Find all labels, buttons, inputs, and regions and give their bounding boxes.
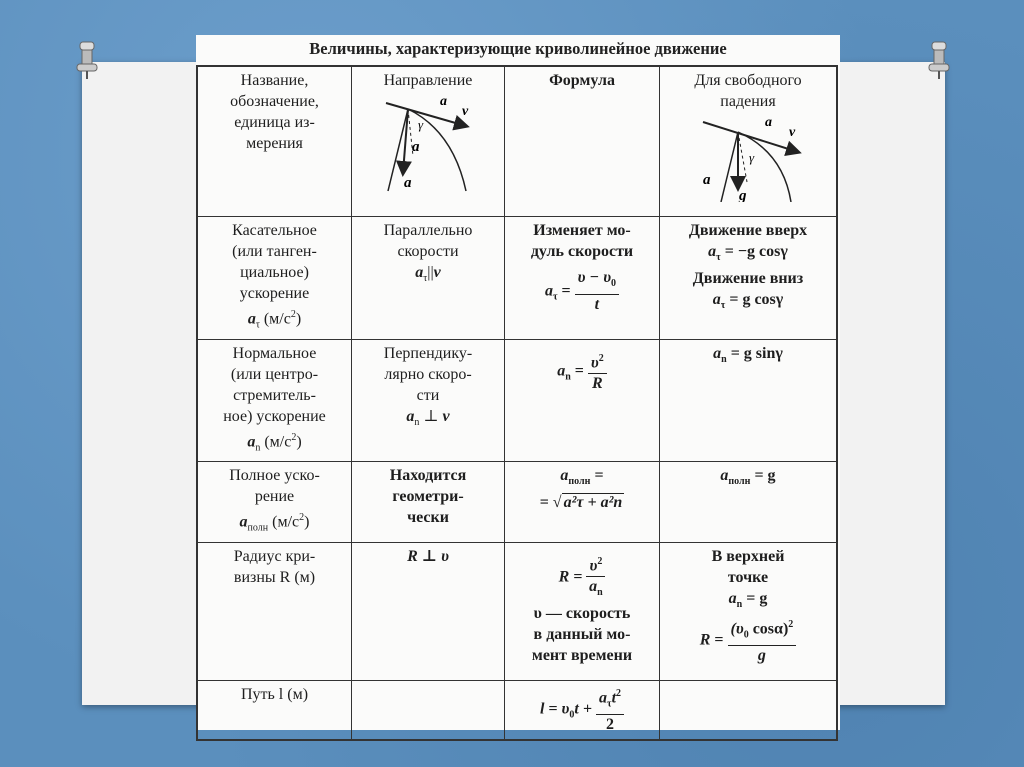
direction-formula: $a_\tau||v$	[415, 263, 441, 284]
formula: $l = \upsilon_0t$ + $\frac{a_\tau t^2}{2}$	[508, 684, 656, 736]
cell-text: ное) ускорение	[223, 407, 326, 425]
cell-text: Радиус кри-	[233, 547, 316, 565]
cell-text: циальное)	[240, 263, 309, 281]
symbol-unit: $a_n$ $(м/с^2)$	[247, 431, 302, 454]
header-text: Формула	[549, 72, 615, 89]
formula: R = $\frac{(\upsilon_0 \cos\alpha)^2}{g}$	[663, 615, 833, 667]
pushpin-icon	[926, 40, 952, 80]
formula: $a_n = g$ sinγ	[713, 344, 783, 365]
direction-diagram	[368, 91, 488, 201]
cell-text: Находится	[389, 467, 467, 485]
table-title: Величины, характеризующие криволинейное движение	[309, 39, 727, 58]
free-fall-diagram	[683, 112, 813, 202]
svg-text:a: a	[765, 115, 772, 130]
symbol-unit: $a_\tau$ $(м/с^2)$	[247, 308, 302, 331]
cell-text: дуль скорости	[530, 242, 634, 260]
symbol-unit: $a_{полн}$ $(м/с^2)$	[239, 512, 310, 534]
scanned-table-image	[196, 35, 840, 734]
formula: $a_\tau = -g$ cosγ	[708, 242, 788, 263]
pushpin-icon	[74, 40, 100, 80]
cell-text: Движение вверх	[688, 221, 808, 239]
formula: R = $\frac{\upsilon^2}{a_n}$	[508, 552, 656, 604]
svg-text:a: a	[703, 172, 711, 188]
cell-text: мент времени	[531, 647, 633, 665]
cell-text: υ — скорость	[533, 605, 631, 623]
table-row	[197, 339, 837, 462]
formula: $a_\tau = g$ cosγ	[712, 290, 784, 311]
header-text: обозначение,	[230, 93, 319, 110]
cell-text: Путь l (м)	[240, 685, 309, 703]
header-text: падения	[720, 93, 776, 110]
cell-text: рение	[254, 488, 295, 506]
cell-text: ускорение	[239, 284, 310, 302]
cell-text: точке	[727, 568, 769, 586]
cell-text: стремитель-	[233, 386, 316, 404]
svg-text:v: v	[462, 104, 469, 119]
cell-text: Движение вниз	[692, 269, 804, 287]
formula: = √ a²τ + a²n	[539, 494, 623, 512]
cell-text: Полное уско-	[229, 467, 320, 485]
formula: $a_n$ = $\frac{\upsilon^2}{R}$	[508, 349, 656, 394]
svg-text:g: g	[739, 188, 747, 202]
table-row	[197, 542, 837, 680]
svg-text:γ: γ	[418, 117, 424, 132]
cell-text: В верхней	[711, 547, 785, 565]
direction-formula: R ⊥ υ	[407, 547, 449, 565]
cell-text: Изменяет мо-	[533, 221, 631, 239]
cell-text: чески	[407, 509, 449, 527]
table-row	[197, 462, 837, 543]
svg-text:γ: γ	[749, 150, 755, 165]
direction-formula: $a_n$ ⊥ v	[406, 407, 450, 428]
table-row	[197, 680, 837, 740]
cell-text: Параллельно	[383, 221, 473, 239]
header-text: Для свободного	[694, 72, 802, 89]
cell-text: в данный мо-	[533, 626, 631, 644]
cell-text: Перпендику-	[383, 344, 473, 362]
table-header-row	[197, 66, 837, 216]
cell-text: визны R (м)	[233, 568, 316, 586]
cell-text: Нормальное	[232, 344, 317, 362]
formula: $a_{полн}$ =	[560, 467, 604, 488]
header-text: единица из-	[234, 114, 315, 131]
header-text: Направление	[383, 72, 473, 89]
cell-text: геометри-	[392, 488, 464, 506]
svg-text:v: v	[789, 125, 796, 140]
curvilinear-motion-table	[196, 65, 838, 741]
formula: $a_\tau$ = $\frac{\upsilon - \upsilon_0}{t}$	[508, 268, 656, 315]
table-row	[197, 216, 837, 339]
cell-text: лярно скоро-	[384, 365, 472, 383]
header-text: Название,	[240, 72, 309, 89]
cell-text: Касательное	[232, 221, 317, 239]
svg-text:a: a	[440, 94, 447, 109]
svg-text:a: a	[412, 139, 420, 155]
formula: $a_n = g$	[728, 589, 768, 610]
formula: $a_{полн} = g$	[720, 467, 776, 488]
cell-text: скорости	[397, 242, 459, 260]
header-text: мерения	[246, 135, 303, 152]
cell-text: сти	[416, 386, 440, 404]
cell-text: (или центро-	[230, 365, 319, 383]
svg-text:a: a	[404, 175, 412, 191]
cell-text: (или танген-	[232, 242, 317, 260]
